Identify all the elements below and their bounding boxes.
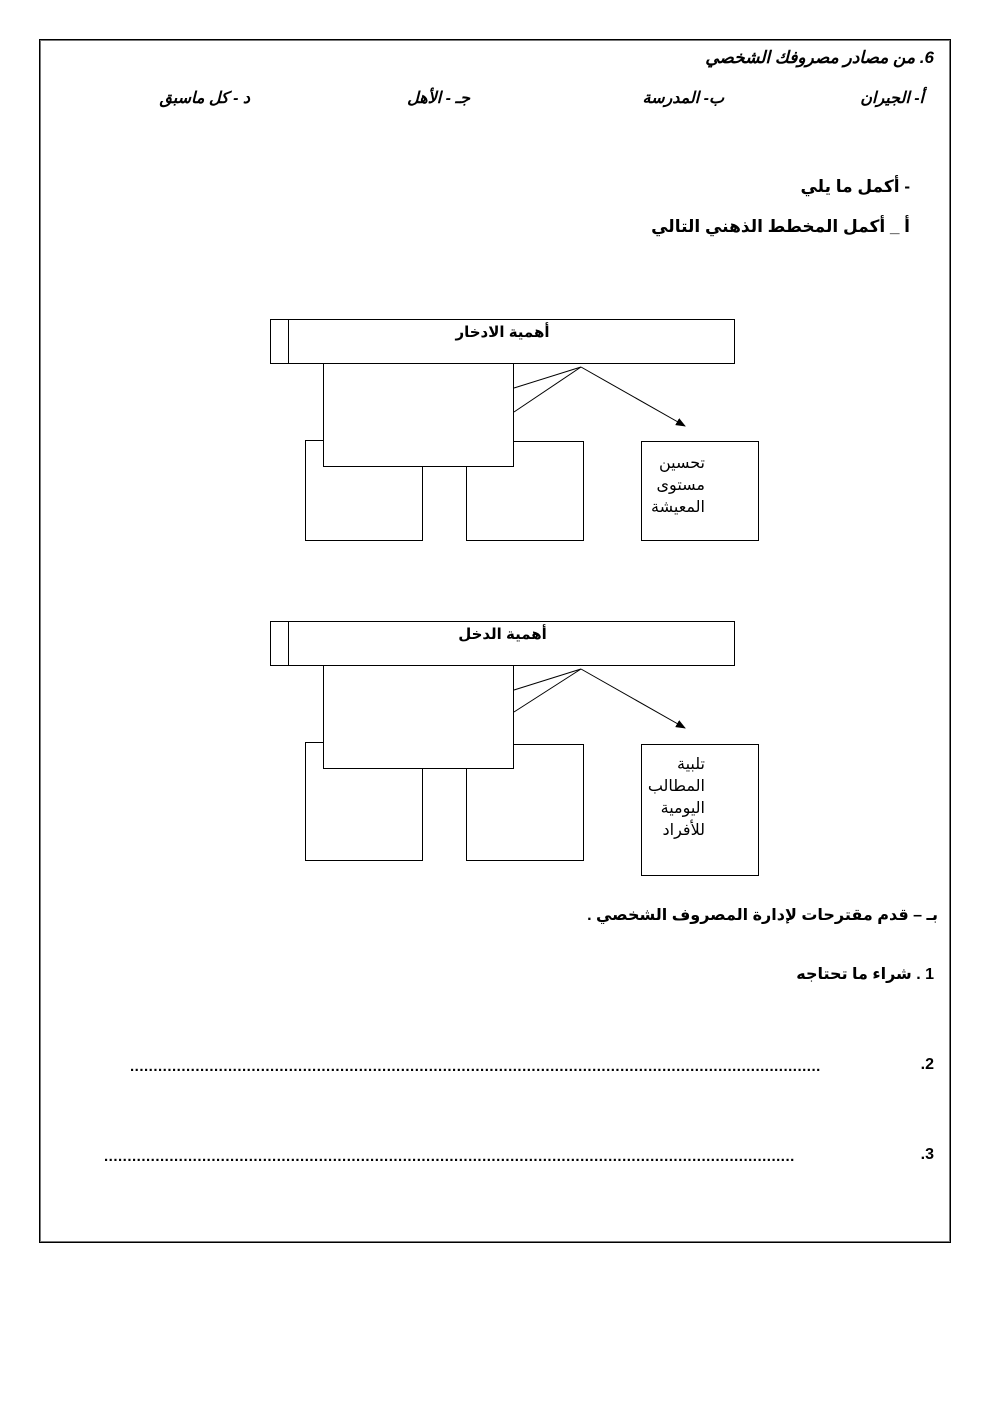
option-a[interactable]: أ- الجيران	[860, 90, 924, 107]
diagram2-known-box	[641, 744, 759, 876]
diagram1-blank-box-center[interactable]	[323, 363, 514, 467]
option-b[interactable]: ب- المدرسة	[642, 90, 724, 107]
suggestion-3-number: 3.	[920, 1146, 934, 1163]
diagram2-known-line-4: للأفراد	[662, 820, 705, 839]
part-b-heading: بـ – قدم مقترحات لإدارة المصروف الشخصي .	[587, 907, 938, 924]
diagram2-known-line-1: تلبية	[677, 754, 705, 773]
diagram1-known-box	[641, 441, 759, 541]
suggestion-3-answer-line[interactable]: ....................................................................................................................................................	[104, 1148, 795, 1165]
diagram2-known-line-2: المطالب	[647, 776, 705, 795]
part-a-heading: أ _ أكمل المخطط الذهني التالي	[651, 217, 910, 236]
suggestion-2-number: 2.	[920, 1056, 934, 1073]
diagram2-known-line-3: اليومية	[660, 798, 705, 817]
option-c[interactable]: جـ - الأهل	[407, 90, 470, 107]
diagram1-known-line-1: تحسين	[658, 453, 705, 472]
diagram1-title-bar	[270, 319, 735, 364]
diagram2-blank-box-center[interactable]	[323, 665, 514, 769]
diagram1-title: أهمية الادخار	[455, 324, 550, 341]
diagram2-title-bar	[270, 621, 735, 666]
suggestion-2-answer-line[interactable]: ....................................................................................................................................................	[130, 1058, 821, 1075]
diagram1-known-line-3: المعيشة	[651, 497, 705, 516]
question-6-title: 6. من مصادر مصروفك الشخصي	[705, 48, 934, 67]
option-d[interactable]: د - كل ماسبق	[159, 90, 250, 107]
suggestion-1: 1 . شراء ما تحتاجه	[796, 966, 934, 983]
section-heading: - أكمل ما يلي	[800, 177, 910, 196]
diagram2-title: أهمية الدخل	[458, 626, 547, 643]
diagram1-known-line-2: مستوى	[656, 475, 705, 494]
